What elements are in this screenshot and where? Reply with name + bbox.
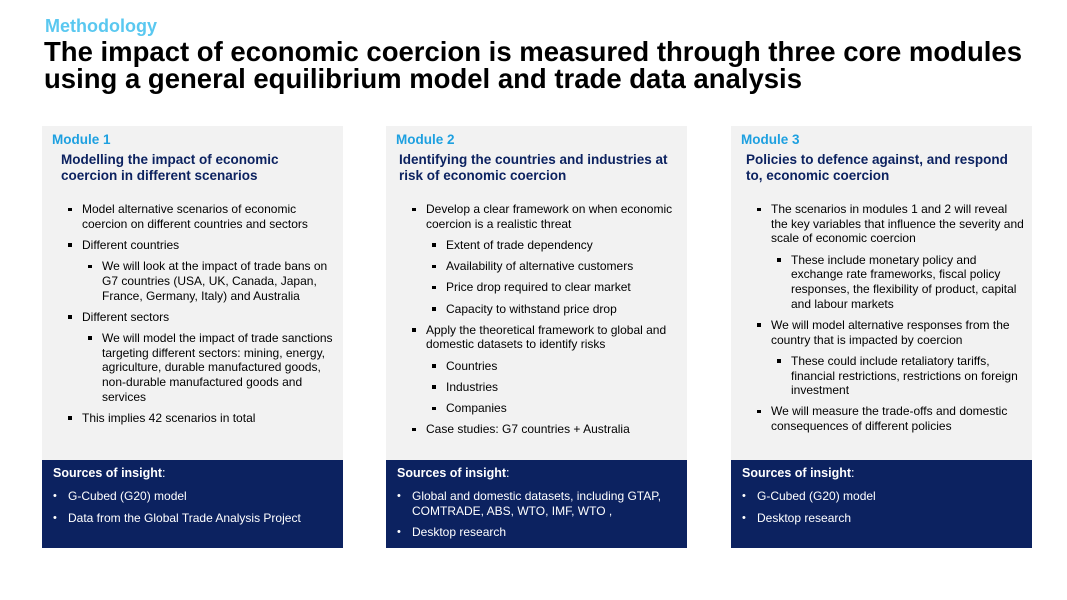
module-card-3 (731, 126, 1032, 548)
sources-panel (731, 460, 1032, 548)
sources-list (742, 489, 1024, 532)
bullet-item: Different sectors (42, 310, 335, 325)
source-item: • G-Cubed (G20) model (53, 489, 335, 504)
sources-panel (42, 460, 343, 548)
module-card-body (42, 126, 343, 460)
bullet-item: Apply the theoretical framework to global and domestic datasets to identify risks (386, 323, 679, 352)
module-label: Module 2 (396, 132, 455, 147)
source-item: • Desktop research (742, 511, 1024, 526)
source-item: • G-Cubed (G20) model (742, 489, 1024, 504)
bullet-item: We will measure the trade-offs and domestic consequences of different policies (731, 404, 1024, 433)
source-item: • Data from the Global Trade Analysis Project (53, 511, 335, 526)
bullet-item: Model alternative scenarios of economic coercion on different countries and sectors (42, 202, 335, 231)
sub-bullet-item: Extent of trade dependency (386, 238, 679, 253)
source-item: • Global and domestic datasets, including GTAP, COMTRADE, ABS, WTO, IMF, WTO , (397, 489, 679, 518)
bullet-item: Different countries (42, 238, 335, 253)
module-card-1 (42, 126, 343, 548)
bullet-item: The scenarios in modules 1 and 2 will reveal the key variables that influence the severity and scale of economic coercion (731, 202, 1024, 246)
module-bullet-list (731, 202, 1024, 440)
source-item: • Desktop research (397, 525, 679, 540)
sources-title: Sources of insight: (397, 466, 510, 480)
sub-bullet-item: These include monetary policy and exchange rate frameworks, fiscal policy responses, the flexibility of product, capital and labour markets (731, 253, 1024, 312)
sub-bullet-item: We will model the impact of trade sanctions targeting different sectors: mining, energy, agriculture, durable manufactured goods, non-durable manufactured goods and services (42, 331, 335, 405)
sub-bullet-item: Price drop required to clear market (386, 280, 679, 295)
module-bullet-list (386, 202, 679, 443)
bullet-item: This implies 42 scenarios in total (42, 411, 335, 426)
module-heading: Modelling the impact of economic coercion in different scenarios (61, 152, 279, 183)
module-heading: Policies to defence against, and respond to, economic coercion (746, 152, 1008, 183)
bullet-item: We will model alternative responses from the country that is impacted by coercion (731, 318, 1024, 347)
module-heading: Identifying the countries and industries at risk of economic coercion (399, 152, 668, 183)
sub-bullet-item: These could include retaliatory tariffs, financial restrictions, restrictions on foreign investment (731, 354, 1024, 398)
sub-bullet-item: Countries (386, 359, 679, 374)
module-label: Module 3 (741, 132, 800, 147)
sub-bullet-item: Capacity to withstand price drop (386, 302, 679, 317)
sources-title: Sources of insight: (742, 466, 855, 480)
page-title: The impact of economic coercion is measured through three core modules using a general equilibrium model and trade data analysis (44, 36, 1022, 94)
sub-bullet-item: We will look at the impact of trade bans on G7 countries (USA, UK, Canada, Japan, France, Germany, Italy) and Australia (42, 259, 335, 303)
bullet-item: Develop a clear framework on when economic coercion is a realistic threat (386, 202, 679, 231)
sub-bullet-item: Industries (386, 380, 679, 395)
module-label: Module 1 (52, 132, 111, 147)
section-kicker: Methodology (45, 16, 157, 36)
sources-list (53, 489, 335, 532)
sources-list (397, 489, 679, 547)
sources-title: Sources of insight: (53, 466, 166, 480)
sub-bullet-item: Companies (386, 401, 679, 416)
sources-panel (386, 460, 687, 548)
module-card-body (386, 126, 687, 460)
module-card-body (731, 126, 1032, 460)
module-card-2 (386, 126, 687, 548)
bullet-item: Case studies: G7 countries + Australia (386, 422, 679, 437)
sub-bullet-item: Availability of alternative customers (386, 259, 679, 274)
module-bullet-list (42, 202, 335, 432)
